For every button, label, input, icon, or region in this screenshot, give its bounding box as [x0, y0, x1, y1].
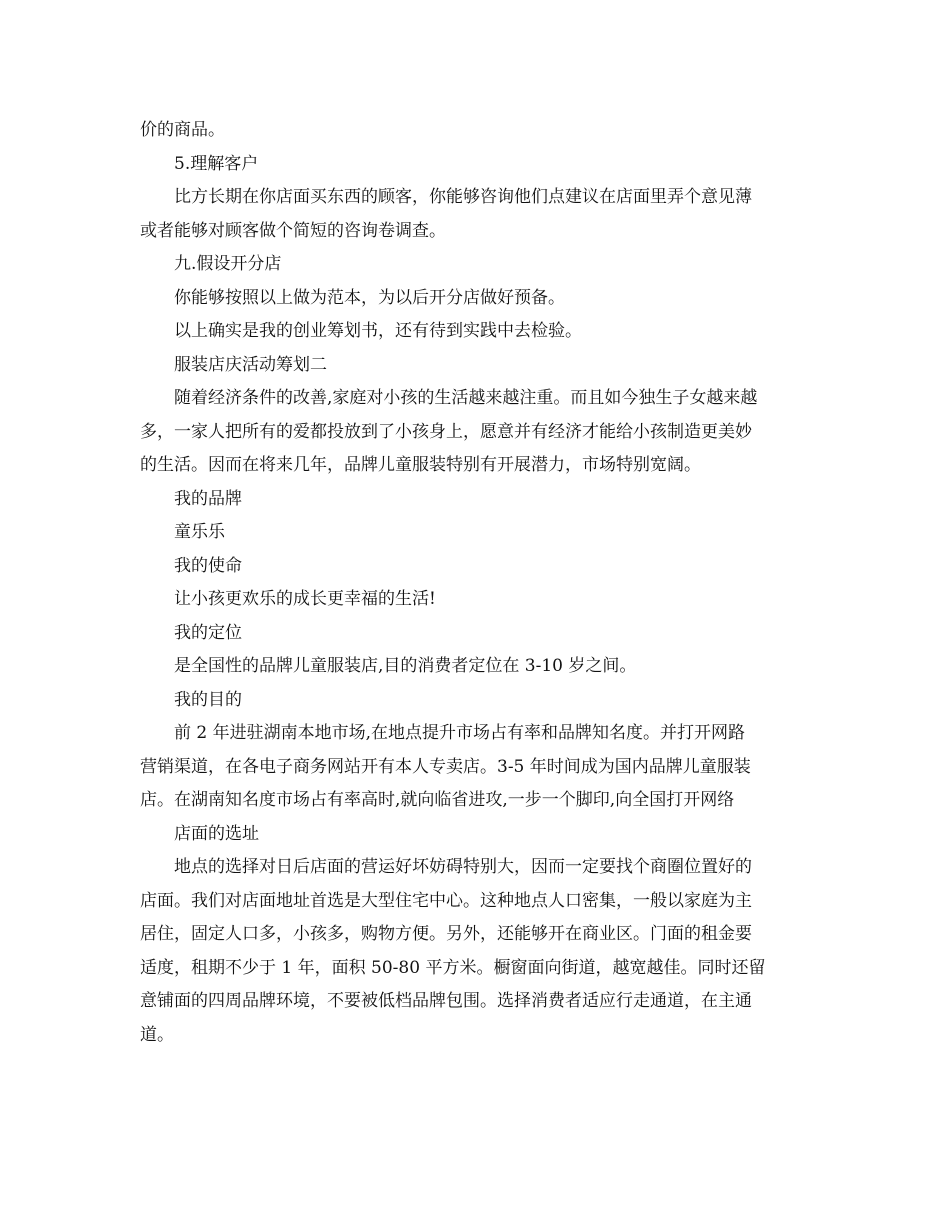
- paragraph: [140, 818, 812, 852]
- paragraph: [140, 717, 812, 818]
- paragraph-line: 比方长期在你店面买东西的顾客，你能够咨询他们点建议在店面里弄个意见薄: [174, 187, 752, 207]
- paragraph-line: 居住，固定人口多，小孩多，购物方便。另外，还能够开在商业区。门面的租金要: [140, 924, 752, 944]
- paragraph: [140, 248, 812, 282]
- paragraph-line: 是全国性的品牌儿童服装店,目的消费者定位在 3-10 岁之间。: [174, 656, 637, 676]
- paragraph: [140, 315, 812, 349]
- paragraph: [140, 684, 812, 718]
- paragraph: [140, 650, 812, 684]
- paragraph-line: 意铺面的四周品牌环境，不要被低档品牌包围。选择消费者适应行走通道，在主通: [140, 991, 752, 1011]
- paragraph: [140, 148, 812, 182]
- paragraph: [140, 851, 812, 1052]
- paragraph-line: 让小孩更欢乐的成长更幸福的生活!: [174, 589, 436, 609]
- paragraph-line: 我的目的: [174, 689, 242, 710]
- paragraph-line: 我的使命: [174, 555, 242, 576]
- paragraph: [140, 550, 812, 584]
- paragraph-line: 店面。我们对店面地址首选是大型住宅中心。这种地点人口密集，一般以家庭为主: [140, 890, 752, 911]
- paragraph: [140, 349, 812, 383]
- paragraph: [140, 282, 812, 316]
- paragraph-line: 我的品牌: [174, 488, 242, 509]
- paragraph-line: 服装店庆活动筹划二: [174, 354, 327, 375]
- paragraph-line: 道。: [140, 1024, 174, 1045]
- paragraph-line: 地点的选择对日后店面的营运好坏妨碍特别大，因而一定要找个商圈位置好的: [174, 857, 752, 877]
- paragraph-line: 童乐乐: [174, 522, 225, 542]
- paragraph: [140, 617, 812, 651]
- paragraph: [140, 516, 812, 550]
- paragraph-line: 你能够按照以上做为范本，为以后开分店做好预备。: [174, 287, 565, 308]
- paragraph-line: 营销渠道，在各电子商务网站开有本人专卖店。3-5 年时间成为国内品牌儿童服装: [140, 756, 751, 777]
- paragraph-line: 以上确实是我的创业筹划书，还有待到实践中去检验。: [174, 321, 582, 341]
- paragraph-line: 店面的选址: [174, 823, 259, 844]
- paragraph: [140, 483, 812, 517]
- paragraph-line: 或者能够对顾客做个简短的咨询卷调查。: [140, 220, 446, 241]
- paragraph: [140, 382, 812, 483]
- paragraph-line: 的生活。因而在将来几年，品牌儿童服装特别有开展潜力，市场特别宽阔。: [140, 455, 701, 475]
- paragraph: [140, 181, 812, 248]
- paragraph-line: 适度，租期不少于 1 年，面积 50-80 平方米。橱窗面向街道，越宽越佳。同时还留: [140, 957, 766, 978]
- paragraph-line: 价的商品。: [140, 120, 225, 140]
- paragraph-line: 随着经济条件的改善,家庭对小孩的生活越来越注重。而且如今独生子女越来越: [174, 388, 758, 408]
- paragraph: [140, 583, 812, 617]
- paragraph-line: 我的定位: [174, 622, 242, 643]
- paragraph-line: 店。在湖南知名度市场占有率高时,就向临省进攻,一步一个脚印,向全国打开网络: [140, 790, 735, 810]
- paragraph: [140, 114, 812, 148]
- paragraph-line: 多，一家人把所有的爱都投放到了小孩身上，愿意并有经济才能给小孩制造更美妙: [140, 421, 752, 442]
- document-body: [140, 114, 812, 1052]
- paragraph-line: 5.理解客户: [174, 153, 259, 174]
- paragraph-line: 九.假设开分店: [174, 254, 282, 274]
- paragraph-line: 前 2 年进驻湖南本地市场,在地点提升市场占有率和品牌知名度。并打开网路: [174, 723, 746, 743]
